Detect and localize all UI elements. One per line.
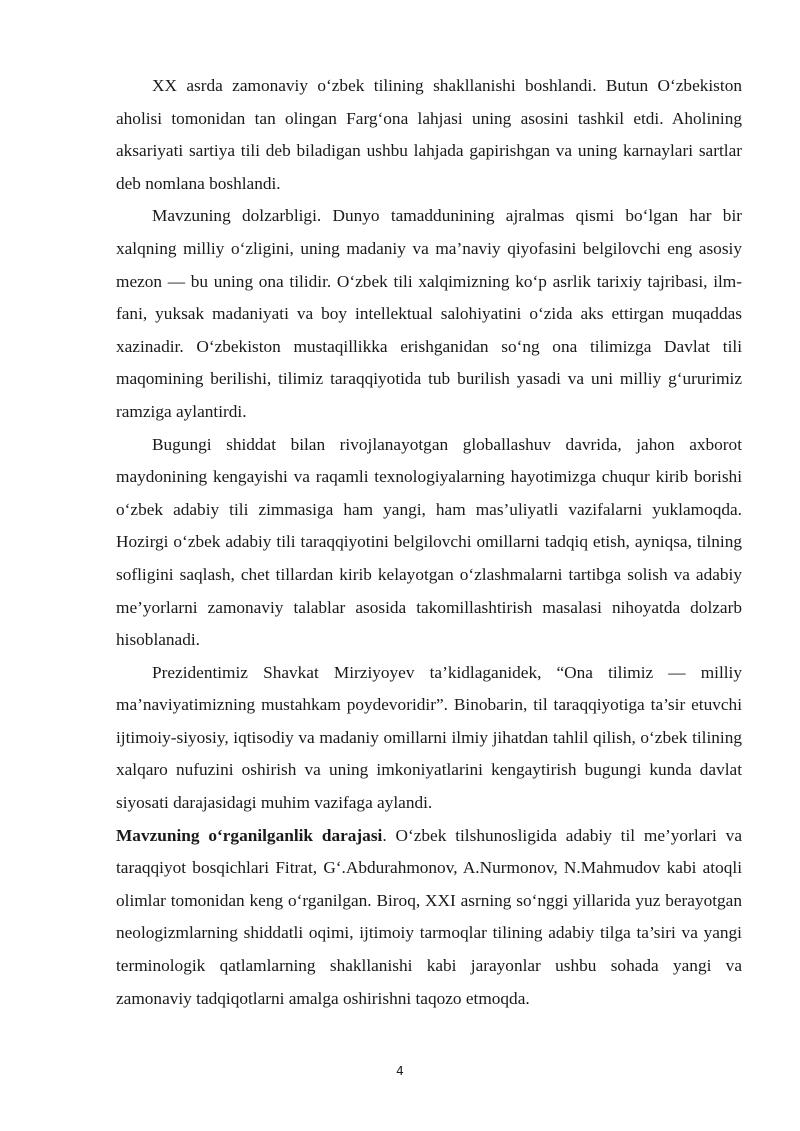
paragraph-study-degree-body: . O‘zbek tilshunosligida adabiy til me’yorlari va taraqqiyot bosqichlari Fitrat, G‘.Abdurahmonov, A.Nurmonov, N.Mahmudov kabi atoqli olimlar tomonidan keng o‘rganilgan. Biroq, XXI asrning so‘nggi yillarida yuz berayotgan neologizmlarning shiddatli oqimi, ijtimoiy tarmoqlar tilining adabiy tilga ta’siri va yangi terminologik qatlamlarning shakllanishi kabi jarayonlar ushbu sohada yangi va zamonaviy tadqiqotlarni amalga oshirishni taqozo etmoqda. (116, 825, 742, 1008)
paragraph-study-degree (116, 820, 742, 1016)
paragraph-president-quote: Prezidentimiz Shavkat Mirziyoyev ta’kidlaganidek, “Ona tilimiz — milliy ma’naviyatimizning mustahkam poydevoridir”. Binobarin, til taraqqiyotiga ta’sir etuvchi ijtimoiy-siyosiy, iqtisodiy va madaniy omillarni ilmiy jihatdan tahlil qilish, o‘zbek tilining xalqaro nufuzini oshirish va uning imkoniyatlarini kengaytirish bugungi kunda davlat siyosati darajasidagi muhim vazifaga aylandi. (116, 662, 742, 813)
page-number: 4 (396, 1064, 404, 1078)
paragraph-globalization: Bugungi shiddat bilan rivojlanayotgan globallashuv davrida, jahon axborot maydonining kengayishi va raqamli texnologiyalarning hayotimizga chuqur kirib borishi o‘zbek adabiy tili zimmasiga ham yangi, ham mas’uliyatli vazifalarni yuklamoqda. Hozirgi o‘zbek adabiy tili taraqqiyotini belgilovchi omillarni tadqiq etish, ayniqsa, tilning sofligini saqlash, chet tillardan kirib kelayotgan o‘zlashmalarni tartibga solish va adabiy me’yorlarni zamonaviy talablar asosida takomillashtirish masalasi nihoyatda dolzarb hisoblanadi. (116, 434, 742, 650)
paragraph-relevance: Mavzuning dolzarbligi. Dunyo tamaddunining ajralmas qismi bo‘lgan har bir xalqning milliy o‘zligini, uning madaniy va ma’naviy qiyofasini belgilovchi eng asosiy mezon — bu uning ona tilidir. O‘zbek tili xalqimizning ko‘p asrlik tarixiy tajribasi, ilm-fani, yuksak madaniyati va boy intellektual salohiyatini o‘zida aks ettirgan muqaddas xazinadir. O‘zbekiston mustaqillikka erishganidan so‘ng ona tilimizga Davlat tili maqomining berilishi, tilimiz taraqqiyotida tub burilish yasadi va uni milliy g‘ururimiz ramziga aylantirdi. (116, 206, 742, 421)
document-page (116, 70, 742, 1015)
paragraph-intro: XX asrda zamonaviy o‘zbek tilining shakllanishi boshlandi. Butun O‘zbekiston aholisi tomonidan tan olingan Farg‘ona lahjasi uning asosini tashkil etdi. Aholining aksariyati sartiya tili deb biladigan ushbu lahjada gapirishgan va uning karnaylari sartlar deb nomlana boshlandi. (116, 76, 742, 193)
section-heading: Mavzuning o‘rganilganlik darajasi (116, 825, 383, 845)
